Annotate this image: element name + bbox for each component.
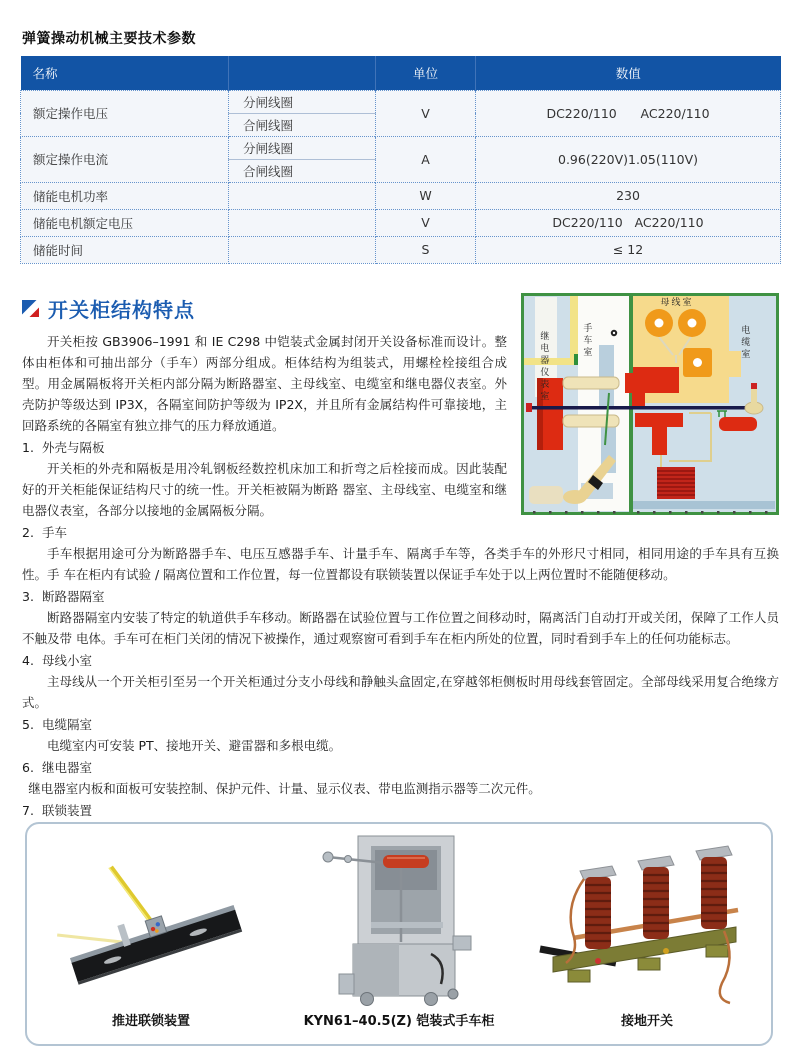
feature-item-heading bbox=[22, 522, 779, 543]
cell-unit: S bbox=[376, 236, 476, 263]
header-value: 数值 bbox=[476, 56, 781, 90]
item-number: 7. bbox=[22, 803, 34, 818]
cell-unit: W bbox=[376, 182, 476, 209]
cell-sub: 分闸线圈 bbox=[229, 136, 376, 159]
item-title: 电缆隔室 bbox=[42, 717, 93, 732]
header-name: 名称 bbox=[21, 56, 229, 90]
item-number: 5. bbox=[22, 717, 34, 732]
item-number: 4. bbox=[22, 653, 34, 668]
feature-item-heading bbox=[22, 586, 779, 607]
section-title: 开关柜结构特点 bbox=[48, 298, 195, 322]
label-relay-instrument-room: 继电器仪表室 bbox=[538, 331, 549, 403]
table-row bbox=[21, 236, 781, 263]
feature-item-text: 断路器隔室内安装了特定的轨道供手车移动。断路器在试验位置与工作位置之间移动时，隔离活门自动打开或关闭，保障了工作人员不触及带 电体。手车可在柜门关闭的情况下被操作，通过观察窗可看到手车在柜内所处的位置，同时看到手车上的任何功能标志。 bbox=[22, 610, 779, 646]
cell-name: 储能电机功率 bbox=[21, 182, 229, 209]
figure-caption: 接地开关 bbox=[620, 1014, 673, 1029]
feature-item-heading bbox=[22, 650, 779, 671]
table-header-row bbox=[21, 56, 781, 90]
feature-item-text: 手车根据用途可分为断路器手车、电压互感器手车、计量手车、隔离手车等，各类手车的外形尺寸相同，相同用途的手车具有互换性。手 车在柜内有试验 / 隔离位置和工作位置，每一位置都设有联锁装置以保证手车处于以上两位置时不能随便移动。 bbox=[22, 546, 779, 582]
feature-item-heading bbox=[22, 757, 779, 778]
cell-value: DC220/110 AC220/110 bbox=[476, 209, 781, 236]
cell-name: 储能电机额定电压 bbox=[21, 209, 229, 236]
section-bullet-icon bbox=[22, 300, 39, 317]
item-title: 外壳与隔板 bbox=[42, 440, 105, 455]
cell-unit: A bbox=[376, 136, 476, 182]
cell-sub: 合闸线圈 bbox=[229, 159, 376, 182]
switchgear-cross-section-diagram bbox=[521, 293, 779, 517]
cell-name: 额定操作电压 bbox=[21, 90, 229, 136]
table-row bbox=[21, 209, 781, 236]
cell-sub bbox=[229, 182, 376, 209]
interlock-rail-illustration bbox=[44, 844, 259, 1002]
table-row bbox=[21, 136, 781, 159]
feature-item-heading bbox=[22, 714, 779, 735]
handcart-illustration bbox=[313, 826, 485, 1008]
interlock-device-image bbox=[44, 838, 259, 1008]
earthing-switch-image bbox=[538, 838, 756, 1008]
spec-table bbox=[20, 56, 781, 264]
cell-name: 额定操作电流 bbox=[21, 136, 229, 182]
cell-unit: V bbox=[376, 209, 476, 236]
label-busbar-room: 母线室 bbox=[660, 298, 694, 308]
cell-value: 0.96(220V)1.05(110V) bbox=[476, 136, 781, 182]
feature-item-text: 开关柜的外壳和隔板是用冷轧钢板经数控机床加工和折弯之后栓接而成。因此装配好的开关柜能保证结构尺寸的统一性。开关柜被隔为断路 器室、主母线室、电缆室和继电器仪表室，各部分以接地的金属隔板分隔。 bbox=[22, 461, 507, 518]
feature-item-heading bbox=[22, 800, 779, 821]
product-figures-panel bbox=[25, 822, 773, 1046]
item-title: 手车 bbox=[42, 525, 68, 540]
label-cable-room: 电缆室 bbox=[739, 325, 750, 361]
cell-value: 230 bbox=[476, 182, 781, 209]
intro-paragraph: 开关柜按 GB3906–1991 和 IE C298 中铠装式金属封闭开关设备标准而设计。整体由柜体和可抽出部分（手车）两部分组成。柜体结构为组装式，用螺栓栓接组合成型。用金属隔板将开关柜内部分隔为断路器室、主母线室、电缆室和继电器仪表室。外壳防护等级达到 IP3X，各隔室间防护等级为 IP2X，并且所有金属结构件可靠接地，主回路系统的各隔室有独立排气的压力释放通道。 bbox=[22, 334, 507, 433]
feature-item-text: 继电器室内板和面板可安装控制、保护元件、计量、显示仪表、带电监测指示器等二次元件。 bbox=[28, 781, 541, 796]
item-number: 2. bbox=[22, 525, 34, 540]
cell-name: 储能时间 bbox=[21, 236, 229, 263]
item-number: 1. bbox=[22, 440, 34, 455]
figure-caption: KYN61–40.5(Z) 铠装式手车柜 bbox=[303, 1014, 495, 1029]
item-number: 3. bbox=[22, 589, 34, 604]
label-handcart-room: 手车室 bbox=[581, 323, 592, 359]
feature-item-text: 电缆室内可安装 PT、接地开关、避雷器和多根电缆。 bbox=[47, 738, 342, 753]
cell-unit: V bbox=[376, 90, 476, 136]
figure-interlock-device bbox=[27, 824, 275, 1044]
item-title: 继电器室 bbox=[42, 760, 93, 775]
feature-item-text: 主母线从一个开关柜引至另一个开关柜通过分支小母线和静触头盒固定,在穿越邻柜侧板时用母线套管固定。全部母线采用复合绝缘方式。 bbox=[22, 674, 779, 710]
earthing-switch-illustration bbox=[538, 839, 756, 1007]
section-header bbox=[22, 294, 195, 323]
table-row bbox=[21, 90, 781, 113]
item-title: 联锁装置 bbox=[42, 803, 93, 818]
item-number: 6. bbox=[22, 760, 34, 775]
page-title: 弹簧操动机械主要技术参数 bbox=[22, 31, 196, 47]
cell-sub bbox=[229, 236, 376, 263]
item-title: 断路器隔室 bbox=[42, 589, 105, 604]
cell-sub: 合闸线圈 bbox=[229, 113, 376, 136]
figure-handcart-cabinet bbox=[275, 824, 523, 1044]
cell-value: DC220/110 AC220/110 bbox=[476, 90, 781, 136]
handcart-cabinet-image bbox=[313, 826, 485, 1008]
cell-sub: 分闸线圈 bbox=[229, 90, 376, 113]
header-unit: 单位 bbox=[376, 56, 476, 90]
header-sub bbox=[229, 56, 376, 90]
figure-caption: 推进联锁装置 bbox=[111, 1014, 190, 1029]
table-row bbox=[21, 182, 781, 209]
figure-earthing-switch bbox=[523, 824, 771, 1044]
cell-value: ≤ 12 bbox=[476, 236, 781, 263]
cell-sub bbox=[229, 209, 376, 236]
item-title: 母线小室 bbox=[42, 653, 93, 668]
